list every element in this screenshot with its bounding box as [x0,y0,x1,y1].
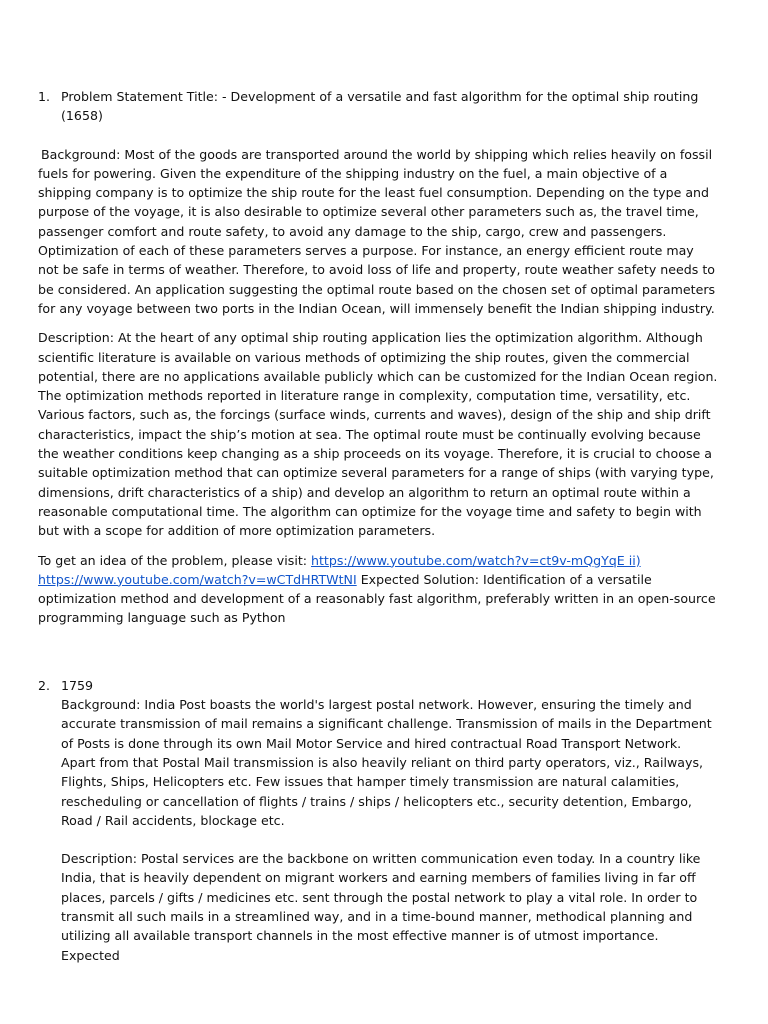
youtube-link-1[interactable]: https://www.youtube.com/watch?v=ct9v-mQgYqE ii) [311,552,641,568]
youtube-link-2[interactable]: https://www.youtube.com/watch?v=wCTdHRTWtNI [38,571,357,587]
visit-prefix: To get an idea of the problem, please visit: [38,552,312,568]
background-paragraph: Background: India Post boasts the world's largest postal network. However, ensuring the timely and accurate transmission of mail remains a significant challenge. Transmission of mails in the Department of Posts is done through its own Mail Motor Service and hired contractual Road Transport Network. Apart from that Postal Mail transmission is also heavily reliant on third party operators, viz., Railways, Flights, Ships, Helicopters etc. Few issues that hamper timely transmission are natural calamities, rescheduling or cancellation of flights / trains / ships / helicopters etc., security detention, Embargo, Road / Rail accidents, blockage etc. [61,697,712,828]
document-page [38,87,718,965]
list-number: 1. [38,89,51,104]
description-paragraph: Description: Postal services are the backbone on written communication even today. In a country like India, that is heavily dependent on migrant workers and earning members of families living in far off places, parcels / gifts / medicines etc. sent through the postal network to play a vital role. In order to transmit all such mails in a streamlined way, and in a time-bound manner, methodical planning and utilizing all available transport channels in the most effective manner is of utmost importance. Expected [61,851,701,963]
background-paragraph: Background: Most of the goods are transported around the world by shipping which relies heavily on fossil fuels for powering. Given the expenditure of the shipping industry on the fuel, a main objective of a shipping company is to optimize the ship route for the least fuel consumption. Depending on the type and purpose of the voyage, it is also desirable to optimize several other parameters such as, the travel time, passenger comfort and route safety, to avoid any damage to the ship, cargo, crew and passengers. Optimization of each of these parameters serves a purpose. For instance, an energy efficient route may not be safe in terms of weather. Therefore, to avoid loss of life and property, route weather safety needs to be considered. An application suggesting the optimal route based on the chosen set of optimal parameters for any voyage between two ports in the Indian Ocean, will immensely benefit the Indian shipping industry. [38,146,716,316]
problem-item-2 [38,676,718,965]
expected-solution-text: Expected Solution: Identification of a versatile optimization method and development of a reasonably fast algorithm, preferably written in an open-source programming language such as Python [38,571,716,626]
description-paragraph: Description: At the heart of any optimal ship routing application lies the optimization algorithm. Although scientific literature is available on various methods of optimizing the ship routes, given the commercial potential, there are no applications available publicly which can be customized for the Indian Ocean region. The optimization methods reported in literature range in complexity, computation time, versatility, etc. Various factors, such as, the forcings (surface winds, currents and waves), design of the ship and ship drift characteristics, impact the ship’s motion at sea. The optimal route must be continually evolving because the weather conditions keep changing as a ship proceeds on its voyage. Therefore, it is crucial to choose a suitable optimization method that can optimize several parameters for a range of ships (with varying type, dimensions, drift characteristics of a ship) and develop an algorithm to return an optimal route within a reasonable computational time. The algorithm can optimize for the voyage time and safety to begin with but with a scope for addition of more optimization parameters. [38,330,718,539]
problem-item-1 [38,87,718,126]
visit-paragraph [38,551,718,628]
problem-title: Problem Statement Title: - Development of a versatile and fast algorithm for the optimal ship routing (1658) [61,89,699,124]
blank-line [61,830,718,849]
problem-id: 1759 [61,677,94,693]
list-number: 2. [38,677,51,693]
